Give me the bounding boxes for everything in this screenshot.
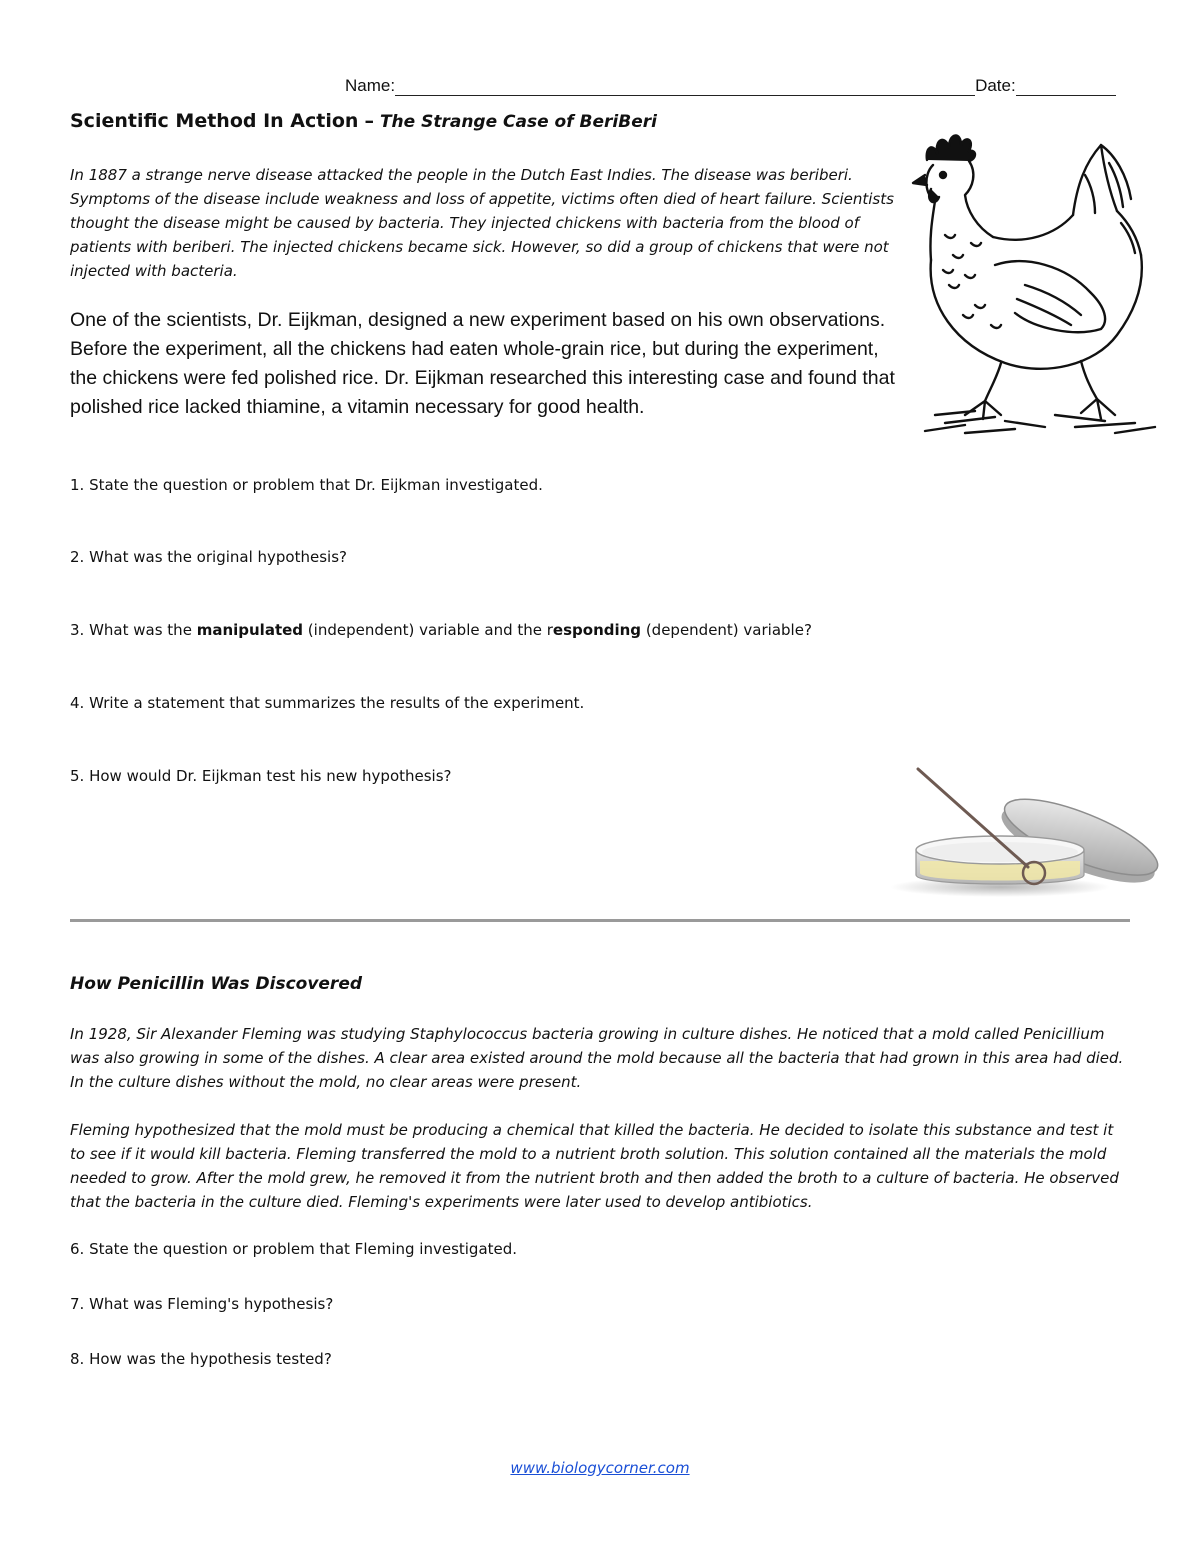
- date-blank[interactable]: [1016, 77, 1116, 96]
- question-8: 8. How was the hypothesis tested?: [70, 1350, 332, 1368]
- question-3-manipulated: manipulated: [196, 621, 304, 639]
- experiment-paragraph: One of the scientists, Dr. Eijkman, designed a new experiment based on his own observations. Before the experiment, all the chickens had eaten whole-grain rice, but during the experiment, the chickens were fed polished rice. Dr. Eijkman researched this interesting case and found that polished rice lacked thiamine, a vitamin necessary for good health.: [70, 309, 895, 418]
- page-title: [70, 110, 657, 132]
- question-2: 2. What was the original hypothesis?: [70, 548, 347, 566]
- footer-link[interactable]: www.biologycorner.com: [510, 1459, 690, 1477]
- name-date-line: [345, 70, 1130, 96]
- title-dash: –: [364, 110, 374, 132]
- section-2-title: How Penicillin Was Discovered: [70, 974, 363, 994]
- question-5: 5. How would Dr. Eijkman test his new hypothesis?: [70, 767, 452, 785]
- fleming-paragraph-1: In 1928, Sir Alexander Fleming was studying Staphylococcus bacteria growing in culture dishes. He noticed that a mold called Penicillium was also growing in some of the dishes. A clear area existed around the mold because all the bacteria that had grown in this area had died. In the culture dishes without the mold, no clear areas were present.: [70, 1025, 1124, 1091]
- name-blank[interactable]: [395, 77, 975, 96]
- question-3-text-b: (independent) variable and the r: [303, 621, 553, 639]
- question-4: 4. Write a statement that summarizes the results of the experiment.: [70, 694, 585, 712]
- intro-paragraph: In 1887 a strange nerve disease attacked the people in the Dutch East Indies. The disease was beriberi. Symptoms of the disease include weakness and loss of appetite, victims often died of heart failure. Scientists thought the disease might be caused by bacteria. They injected chickens with bacteria from the blood of patients with beriberi. The injected chickens became sick. However, so did a group of chickens that were not injected with bacteria.: [70, 166, 894, 280]
- date-label: Date:: [975, 76, 1016, 95]
- question-7: 7. What was Fleming's hypothesis?: [70, 1295, 334, 1313]
- fleming-paragraph-2: Fleming hypothesized that the mold must be producing a chemical that killed the bacteria. He decided to isolate this substance and test it to see if it would kill bacteria. Fleming transferred the mold to a nutrient broth solution. This solution contained all the materials the mold needed to grow. After the mold grew, he removed it from the nutrient broth and then added the broth to a culture of bacteria. He observed that the bacteria in the culture died. Fleming's experiments were later used to develop antibiotics.: [70, 1121, 1119, 1211]
- section-divider: [70, 919, 1130, 922]
- petri-dish-illustration: [890, 765, 1170, 900]
- question-1: 1. State the question or problem that Dr. Eijkman investigated.: [70, 476, 543, 494]
- question-3-text-a: 3. What was the: [70, 621, 197, 639]
- title-subtitle: The Strange Case of BeriBeri: [379, 112, 657, 132]
- question-6: 6. State the question or problem that Fleming investigated.: [70, 1240, 518, 1258]
- title-main: Scientific Method In Action: [70, 110, 359, 132]
- chicken-illustration: [905, 115, 1165, 440]
- question-3: [70, 621, 812, 639]
- question-3-text-c: (dependent) variable?: [641, 621, 812, 639]
- name-label: Name:: [345, 76, 396, 95]
- question-3-responding: esponding: [552, 621, 642, 639]
